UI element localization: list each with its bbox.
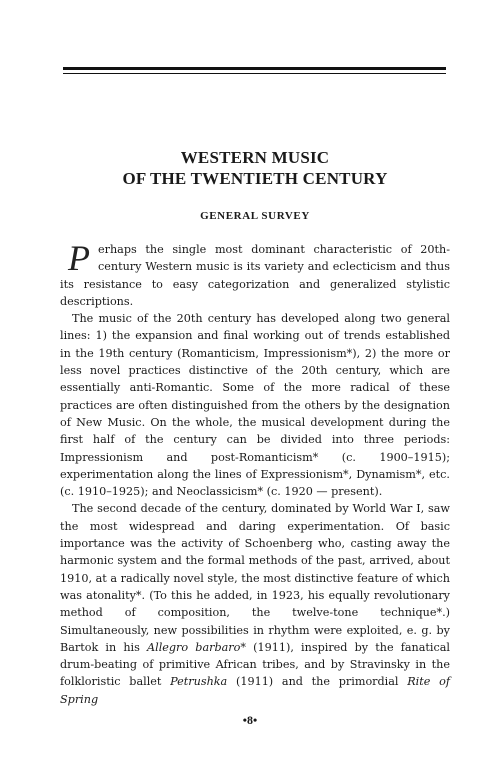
header-rule-thick (63, 67, 446, 70)
header-rule-thin (63, 73, 446, 74)
work-title-rite-of-spring: Rite of Spring (60, 675, 450, 706)
paragraph-1-text: erhaps the single most dominant characteristic of 20th-century Western music is its variety and eclecticism and thus its resistance to easy categorization and generalized stylistic descriptions. (60, 243, 450, 308)
paragraph-2-text: The music of the 20th century has developed along two general lines: 1) the expansion and final working out of trends established in the 19th century (Romanticism, Impressionism*), 2) the more or less novel practices distinctive of the 20th century, which are essentially anti-Romantic. Some of the more radical of these practices are often distinguished from the others by the designation of New Music. On the whole, the musical development during the first half of the century can be divided into three periods: Impressionism and post-Romanticism* (c. 1900–1915); experimentation along the lines of Expressionism*, Dynamism*, etc. (c. 1910–1925); and Neoclassicism* (c. 1920 — present). (60, 312, 450, 499)
paragraph-3-text-c: (1911) and the primordial (227, 675, 408, 689)
paragraph-2 (60, 310, 450, 500)
chapter-title-line-2: OF THE TWENTIETH CENTURY (122, 169, 388, 188)
work-title-petrushka: Petrushka (170, 675, 228, 689)
paragraph-1 (60, 238, 450, 310)
paragraph-3-text-a: The second decade of the century, dominated by World War I, saw the most widespread and daring experimentation. Of basic importance was the activity of Schoenberg who, casting away the harmonic system and the formal methods of the past, arrived, about 1910, at a radically novel style, the most distinctive feature of which was atonality*. (To this he added, in 1923, his equally revolutionary method of composition, the twelve-tone technique*.) Simultaneously, new possibilities in rhythm were exploited, e. g. by Bartok in his (60, 502, 450, 654)
chapter-title-line-1: WESTERN MUSIC (180, 148, 330, 167)
chapter-title (60, 147, 450, 189)
section-subtitle: GENERAL SURVEY (200, 210, 310, 222)
page-number: •8• (242, 713, 258, 727)
paragraph-3-text-b: * (1911), inspired by the fanatical drum-beating of primitive African tribes, and by Stravinsky in the folkloristic ballet (60, 640, 450, 689)
paragraph-3 (60, 500, 450, 708)
drop-cap: P (68, 238, 90, 278)
body-text (60, 238, 450, 708)
work-title-allegro-barbaro: Allegro barbaro (147, 640, 241, 654)
